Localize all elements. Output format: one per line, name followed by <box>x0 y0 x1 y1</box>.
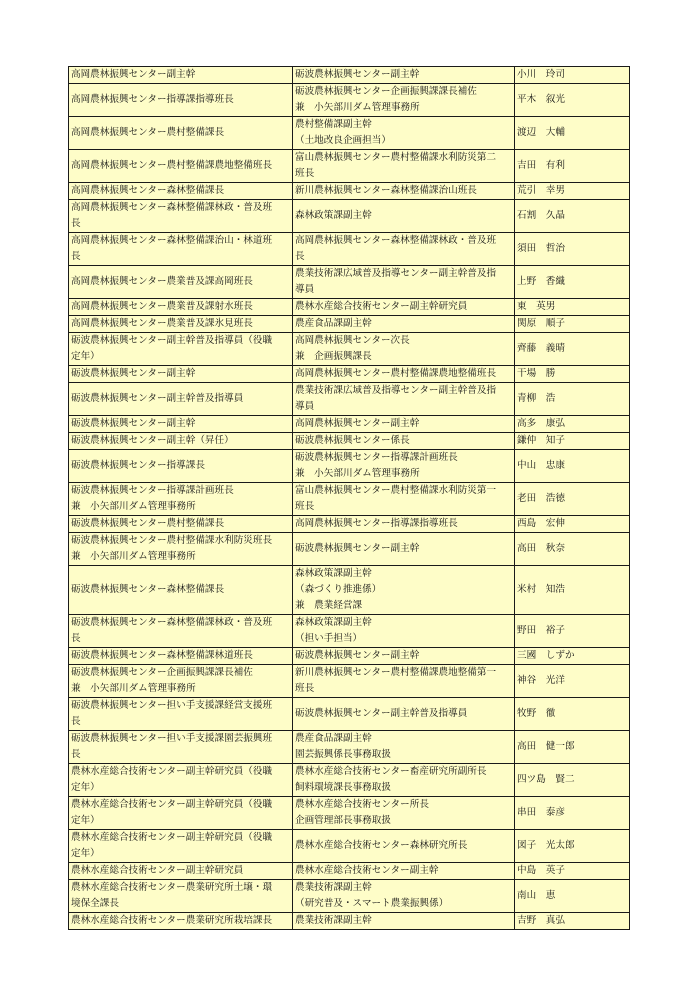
table-row <box>69 566 630 615</box>
new-post-cell: 砺波農林振興センター副主幹 <box>69 366 293 383</box>
new-post-cell: 高岡農林振興センター副主幹 <box>69 67 293 84</box>
old-post-cell: 富山農林振興センター農村整備課水利防災第二 班長 <box>293 150 515 183</box>
new-post-cell: 砺波農林振興センター副主幹普及指導員 <box>69 383 293 416</box>
old-post-cell: 農業技術課副主幹 <box>293 913 515 930</box>
table-row <box>69 863 630 880</box>
new-post-cell: 農林水産総合技術センター副主幹研究員（役職 定年） <box>69 797 293 830</box>
name-cell: 図子 光太郎 <box>515 830 630 863</box>
name-cell: 神谷 光洋 <box>515 665 630 698</box>
personnel-table <box>68 66 630 930</box>
name-cell: 渡辺 大輔 <box>515 117 630 150</box>
table-row <box>69 698 630 731</box>
table-row <box>69 84 630 117</box>
name-cell: 野田 裕子 <box>515 615 630 648</box>
new-post-cell: 高岡農林振興センター農業普及課高岡班長 <box>69 266 293 299</box>
old-post-cell: 新川農林振興センター農村整備課農地整備第一 班長 <box>293 665 515 698</box>
new-post-cell: 砺波農林振興センター森林整備課林政・普及班 長 <box>69 615 293 648</box>
table-row <box>69 67 630 84</box>
name-cell: 関原 順子 <box>515 316 630 333</box>
old-post-cell: 森林政策課副主幹 （担い手担当） <box>293 615 515 648</box>
new-post-cell: 砺波農林振興センター企画振興課課長補佐 兼 小矢部川ダム管理事務所 <box>69 665 293 698</box>
table-row <box>69 433 630 450</box>
old-post-cell: 砺波農林振興センター副主幹 <box>293 67 515 84</box>
name-cell: 高田 健一郎 <box>515 731 630 764</box>
new-post-cell: 砺波農林振興センター指導課長 <box>69 450 293 483</box>
new-post-cell: 砺波農林振興センター森林整備課長 <box>69 566 293 615</box>
name-cell: 吉田 有利 <box>515 150 630 183</box>
table-row <box>69 299 630 316</box>
old-post-cell: 新川農林振興センター森林整備課治山班長 <box>293 183 515 200</box>
table-row <box>69 200 630 233</box>
table-row <box>69 648 630 665</box>
new-post-cell: 砺波農林振興センター副主幹 <box>69 416 293 433</box>
old-post-cell: 高岡農林振興センター次長 兼 企画振興課長 <box>293 333 515 366</box>
new-post-cell: 砺波農林振興センター担い手支援課経営支援班 長 <box>69 698 293 731</box>
new-post-cell: 農林水産総合技術センター農業研究所栽培課長 <box>69 913 293 930</box>
old-post-cell: 高岡農林振興センター森林整備課林政・普及班 長 <box>293 233 515 266</box>
table-row <box>69 830 630 863</box>
new-post-cell: 高岡農林振興センター森林整備課長 <box>69 183 293 200</box>
name-cell: 四ツ島 賢二 <box>515 764 630 797</box>
new-post-cell: 農林水産総合技術センター農業研究所土壌・環 境保全課長 <box>69 880 293 913</box>
table-row <box>69 333 630 366</box>
old-post-cell: 砺波農林振興センター副主幹 <box>293 533 515 566</box>
name-cell: 三國 しずか <box>515 648 630 665</box>
table-row <box>69 150 630 183</box>
name-cell: 老田 浩徳 <box>515 483 630 516</box>
old-post-cell: 農産食品課副主幹 <box>293 316 515 333</box>
new-post-cell: 高岡農林振興センター農業普及課射水班長 <box>69 299 293 316</box>
name-cell: 上野 香織 <box>515 266 630 299</box>
name-cell: 牧野 徹 <box>515 698 630 731</box>
old-post-cell: 農村整備課副主幹 （土地改良企画担当） <box>293 117 515 150</box>
table-row <box>69 450 630 483</box>
old-post-cell: 高岡農林振興センター農村整備課農地整備班長 <box>293 366 515 383</box>
table-row <box>69 913 630 930</box>
name-cell: 中山 忠康 <box>515 450 630 483</box>
old-post-cell: 砺波農林振興センター副主幹普及指導員 <box>293 698 515 731</box>
new-post-cell: 高岡農林振興センター農村整備課長 <box>69 117 293 150</box>
name-cell: 須田 哲治 <box>515 233 630 266</box>
table-row <box>69 416 630 433</box>
name-cell: 吉野 真弘 <box>515 913 630 930</box>
old-post-cell: 農林水産総合技術センター畜産研究所副所長 飼料環境課長事務取扱 <box>293 764 515 797</box>
table-row <box>69 383 630 416</box>
name-cell: 鎌仲 知子 <box>515 433 630 450</box>
table-row <box>69 533 630 566</box>
name-cell: 米村 知浩 <box>515 566 630 615</box>
old-post-cell: 農業技術課副主幹 （研究普及・スマート農業振興係） <box>293 880 515 913</box>
old-post-cell: 高岡農林振興センター副主幹 <box>293 416 515 433</box>
table-row <box>69 366 630 383</box>
old-post-cell: 農林水産総合技術センター副主幹研究員 <box>293 299 515 316</box>
table-row <box>69 316 630 333</box>
name-cell: 中島 英子 <box>515 863 630 880</box>
new-post-cell: 高岡農林振興センター森林整備課治山・林道班 長 <box>69 233 293 266</box>
name-cell: 齊藤 義晴 <box>515 333 630 366</box>
table-row <box>69 615 630 648</box>
new-post-cell: 農林水産総合技術センター副主幹研究員（役職 定年） <box>69 830 293 863</box>
table-row <box>69 731 630 764</box>
name-cell: 高多 康弘 <box>515 416 630 433</box>
old-post-cell: 森林政策課副主幹 （森づくり推進係） 兼 農業経営課 <box>293 566 515 615</box>
name-cell: 南山 恵 <box>515 880 630 913</box>
old-post-cell: 農産食品課副主幹 園芸振興係長事務取扱 <box>293 731 515 764</box>
new-post-cell: 高岡農林振興センター農業普及課氷見班長 <box>69 316 293 333</box>
new-post-cell: 砺波農林振興センター副主幹普及指導員（役職 定年） <box>69 333 293 366</box>
old-post-cell: 農林水産総合技術センター森林研究所長 <box>293 830 515 863</box>
name-cell: 西島 宏伸 <box>515 516 630 533</box>
table-row <box>69 483 630 516</box>
old-post-cell: 砺波農林振興センター係長 <box>293 433 515 450</box>
name-cell: 石割 久晶 <box>515 200 630 233</box>
new-post-cell: 砺波農林振興センター副主幹（昇任） <box>69 433 293 450</box>
new-post-cell: 農林水産総合技術センター副主幹研究員 <box>69 863 293 880</box>
name-cell: 青柳 浩 <box>515 383 630 416</box>
new-post-cell: 農林水産総合技術センター副主幹研究員（役職 定年） <box>69 764 293 797</box>
name-cell: 平木 叙光 <box>515 84 630 117</box>
old-post-cell: 農林水産総合技術センター所長 企画管理部長事務取扱 <box>293 797 515 830</box>
old-post-cell: 高岡農林振興センター指導課指導班長 <box>293 516 515 533</box>
new-post-cell: 高岡農林振興センター森林整備課林政・普及班 長 <box>69 200 293 233</box>
table-row <box>69 665 630 698</box>
table-body <box>69 67 630 930</box>
new-post-cell: 砺波農林振興センター農村整備課長 <box>69 516 293 533</box>
name-cell: 小川 玲司 <box>515 67 630 84</box>
table-row <box>69 117 630 150</box>
table-row <box>69 797 630 830</box>
table-row <box>69 266 630 299</box>
new-post-cell: 高岡農林振興センター指導課指導班長 <box>69 84 293 117</box>
table-row <box>69 183 630 200</box>
name-cell: 串田 泰彦 <box>515 797 630 830</box>
table-row <box>69 880 630 913</box>
old-post-cell: 森林政策課副主幹 <box>293 200 515 233</box>
table-row <box>69 233 630 266</box>
new-post-cell: 砺波農林振興センター担い手支援課園芸振興班 長 <box>69 731 293 764</box>
old-post-cell: 砺波農林振興センター副主幹 <box>293 648 515 665</box>
table-row <box>69 764 630 797</box>
new-post-cell: 高岡農林振興センター農村整備課農地整備班長 <box>69 150 293 183</box>
old-post-cell: 農林水産総合技術センター副主幹 <box>293 863 515 880</box>
old-post-cell: 砺波農林振興センター指導課計画班長 兼 小矢部川ダム管理事務所 <box>293 450 515 483</box>
old-post-cell: 富山農林振興センター農村整備課水利防災第一 班長 <box>293 483 515 516</box>
name-cell: 東 英男 <box>515 299 630 316</box>
new-post-cell: 砺波農林振興センター農村整備課水利防災班長 兼 小矢部川ダム管理事務所 <box>69 533 293 566</box>
new-post-cell: 砺波農林振興センター指導課計画班長 兼 小矢部川ダム管理事務所 <box>69 483 293 516</box>
old-post-cell: 砺波農林振興センター企画振興課課長補佐 兼 小矢部川ダム管理事務所 <box>293 84 515 117</box>
name-cell: 干場 勝 <box>515 366 630 383</box>
old-post-cell: 農業技術課広域普及指導センター副主幹普及指 導員 <box>293 266 515 299</box>
old-post-cell: 農業技術課広域普及指導センター副主幹普及指 導員 <box>293 383 515 416</box>
table-row <box>69 516 630 533</box>
name-cell: 高田 秋奈 <box>515 533 630 566</box>
name-cell: 荒引 幸男 <box>515 183 630 200</box>
new-post-cell: 砺波農林振興センター森林整備課林道班長 <box>69 648 293 665</box>
